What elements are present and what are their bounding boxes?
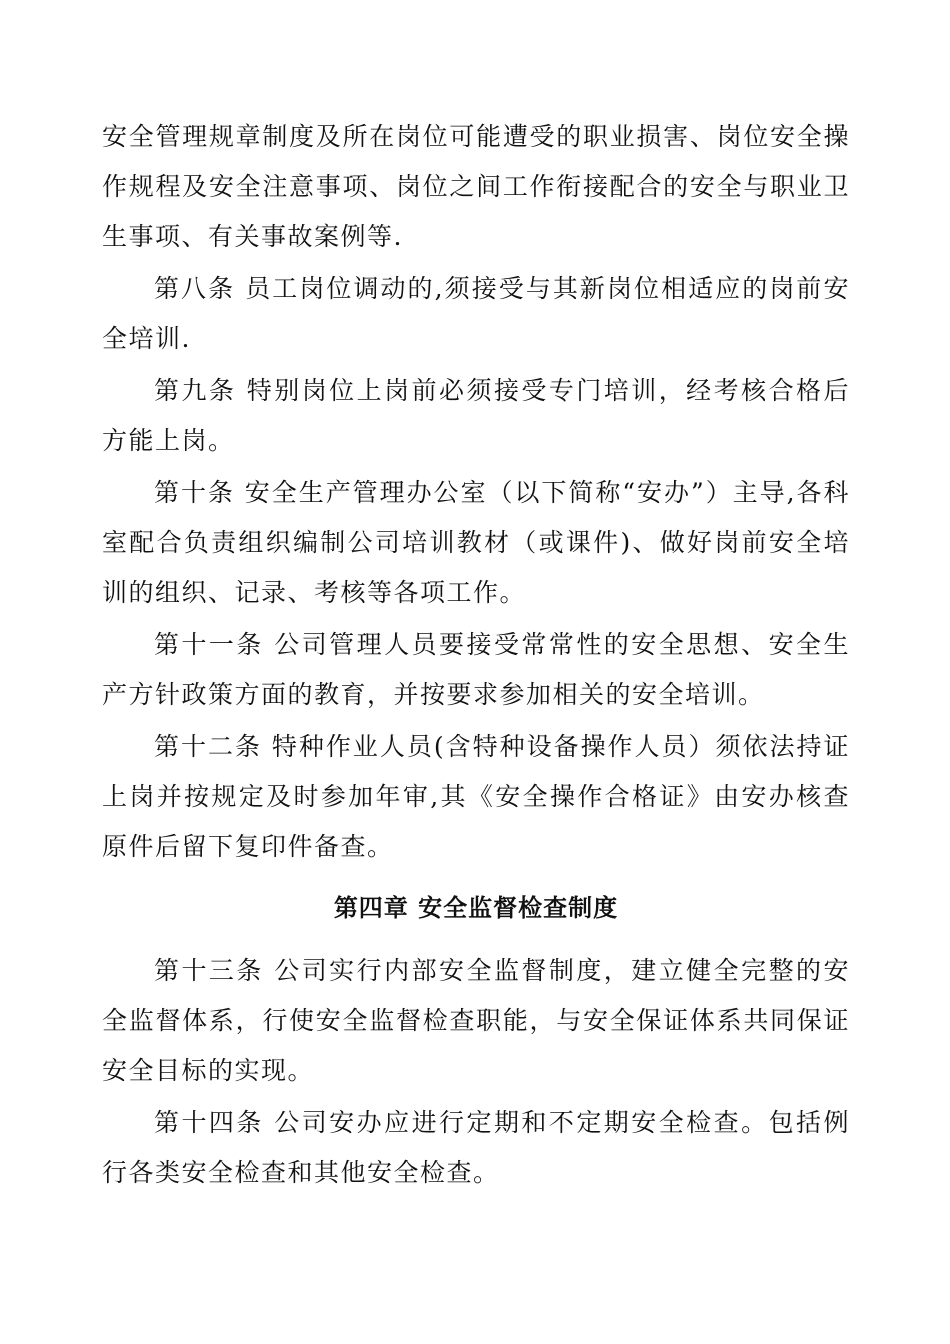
paragraph-article-8: 第八条 员工岗位调动的,须接受与其新岗位相适应的岗前安全培训. xyxy=(102,274,850,353)
paragraph-article-12: 第十二条 特种作业人员(含特种设备操作人员）须依法持证上岗并按规定及时参加年审,其《安全操作合格证》由安办核查原件后留下复印件备查。 xyxy=(102,732,850,861)
paragraph-article-10: 第十条 安全生产管理办公室（以下简称“安办”）主导,各科室配合负责组织编制公司培训教材（或课件)、做好岗前安全培训的组织、记录、考核等各项工作。 xyxy=(102,478,850,607)
paragraph-article-14: 第十四条 公司安办应进行定期和不定期安全检查。包括例行各类安全检查和其他安全检查。 xyxy=(102,1108,850,1187)
chapter-heading: 第四章 安全监督检查制度 xyxy=(333,894,619,922)
paragraph-article-9: 第九条 特别岗位上岗前必须接受专门培训，经考核合格后方能上岗。 xyxy=(102,376,850,455)
paragraph-training-content: 安全管理规章制度及所在岗位可能遭受的职业损害、岗位安全操作规程及安全注意事项、岗位之间工作衔接配合的安全与职业卫生事项、有关事故案例等. xyxy=(102,122,850,251)
paragraph-article-13: 第十三条 公司实行内部安全监督制度，建立健全完整的安全监督体系，行使安全监督检查职能，与安全保证体系共同保证安全目标的实现。 xyxy=(102,956,850,1085)
paragraph-article-11: 第十一条 公司管理人员要接受常常性的安全思想、安全生产方针政策方面的教育，并按要求参加相关的安全培训。 xyxy=(102,630,850,709)
document-body xyxy=(102,112,850,1198)
